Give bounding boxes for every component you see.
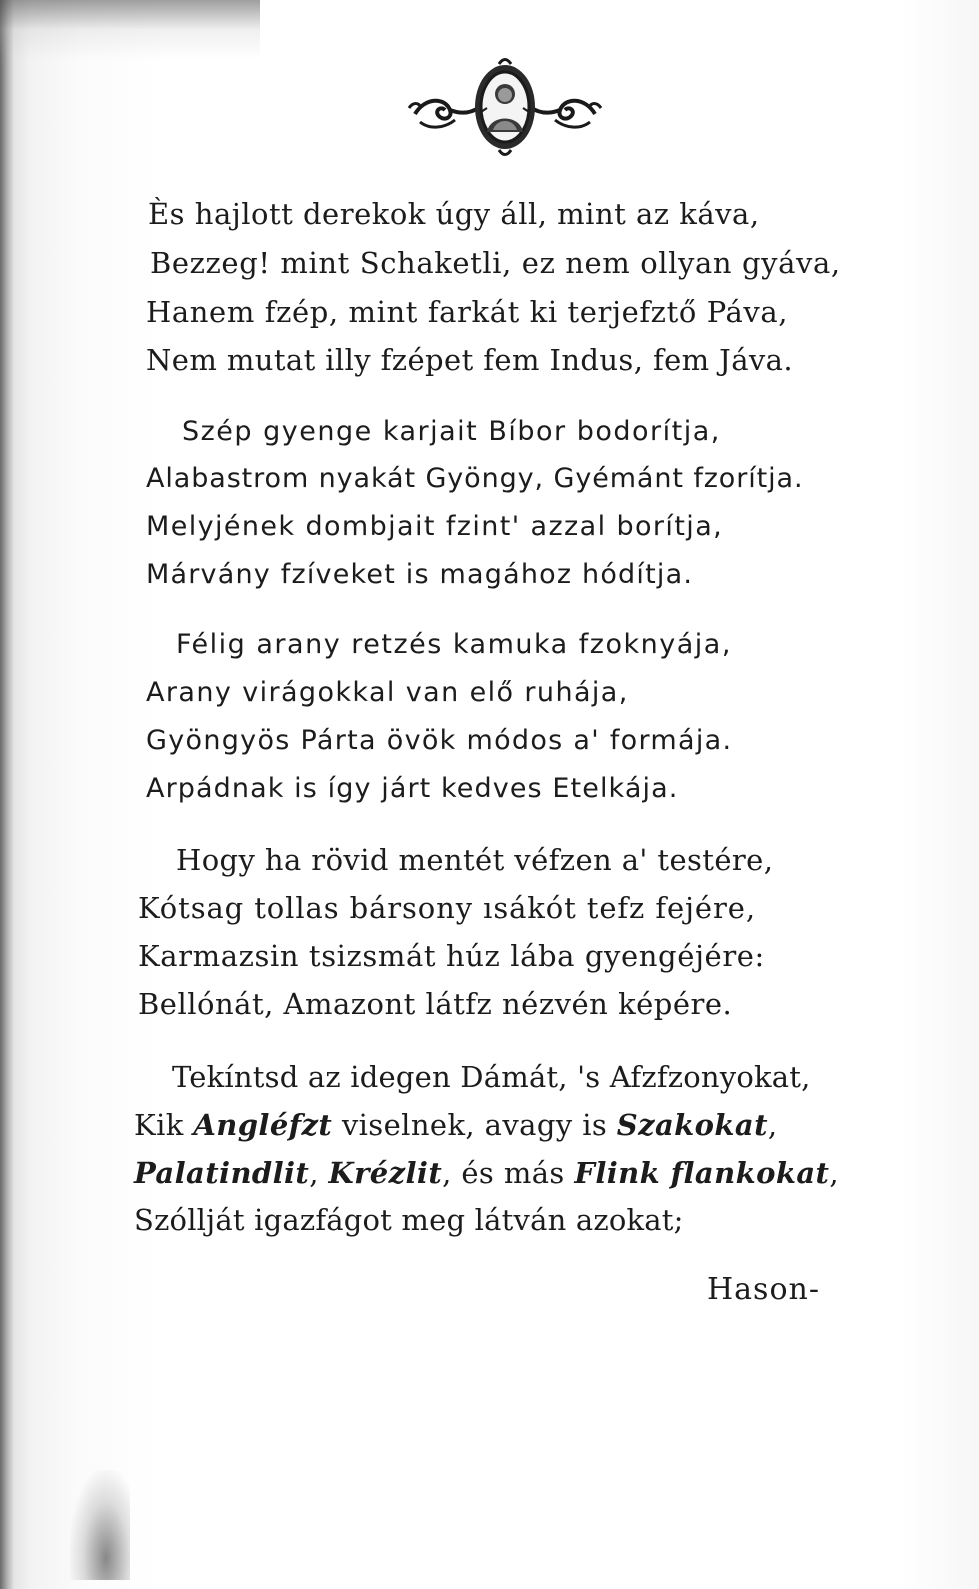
stanza-3-line-3: Gyöngyös Párta övök módos a' formája. (146, 725, 733, 756)
stanza-5-line-2-middle: viselnek, avagy is (332, 1108, 617, 1142)
stanza-1-line-2 (150, 246, 841, 280)
stanza-1-line-4: Nem mutat illy fzépet fem Indus, fem Jáva. (146, 343, 793, 377)
stanza-5-line-2-emphasis-2: Szakokat (616, 1108, 768, 1142)
stanza-5-line-3-sep: , (309, 1156, 329, 1190)
stanza-5-line-4: Szóllját igazfágot meg látván azokat; (134, 1203, 684, 1237)
stanza-4-line-4: Bellónát, Amazont látfz nézvén képére. (138, 987, 733, 1021)
stanza-2-line-3: Melyjének dombjait fzint' azzal borítja, (146, 511, 724, 542)
stanza-2-line-1: Szép gyenge karjait Bíbor bodorítja, (182, 416, 721, 447)
stanza-5-line-2-prefix: Kik (134, 1108, 194, 1142)
stanza-5-line-3-emphasis: Palatindlit (134, 1156, 310, 1190)
stanza-1-line-3: Hanem fzép, mint farkát ki terjefztő Páva, (146, 295, 789, 329)
stanza-1-line-2-text: Bezzeg! mint Schaketli, ez nem ollyan gyáva, (150, 246, 841, 280)
catchword: Hason- (707, 1272, 820, 1307)
stanza-5-line-3-middle: , és más (442, 1156, 575, 1190)
page-corner-shadow (0, 0, 260, 60)
stanza-3-line-4: Arpádnak is így járt kedves Etelkája. (146, 773, 679, 804)
page-smudge (70, 1470, 130, 1580)
medallion-ornament-icon (395, 52, 615, 162)
stanza-5-line-2-suffix: , (767, 1108, 778, 1142)
stanza-2-line-4: Márvány fzíveket is magához hódítja. (146, 559, 694, 590)
page-binding-edge (0, 0, 14, 1589)
stanza-4-line-2: Kótsag tollas bársony ısákót tefz fejére, (138, 891, 756, 925)
stanza-5-line-3-emphasis-2: Krézlit (328, 1156, 443, 1190)
stanza-5-line-1: Tekíntsd az idegen Dámát, 's Afzfzonyokat, (172, 1060, 811, 1094)
stanza-5-line-3-suffix: , (829, 1156, 839, 1190)
stanza-5-line-3 (134, 1156, 839, 1190)
stanza-5-line-2-emphasis: Angléfzt (193, 1108, 333, 1142)
stanza-3-line-2: Arany virágokkal van elő ruhája, (146, 677, 629, 708)
stanza-4-line-3: Karmazsin tsizsmát húz lába gyengéjére: (138, 939, 765, 973)
stanza-5-line-2 (134, 1108, 778, 1142)
stanza-1-line-1: Ès hajlott derekok úgy áll, mint az káva, (148, 197, 760, 231)
stanza-2-line-2: Alabastrom nyakát Gyöngy, Gyémánt fzorítja. (146, 463, 804, 494)
stanza-3-line-1: Félig arany retzés kamuka fzoknyája, (176, 629, 732, 660)
stanza-5-line-3-emphasis-3: Flink flankokat (574, 1156, 830, 1190)
stanza-4-line-1: Hogy ha rövid mentét véfzen a' testére, (176, 843, 774, 877)
